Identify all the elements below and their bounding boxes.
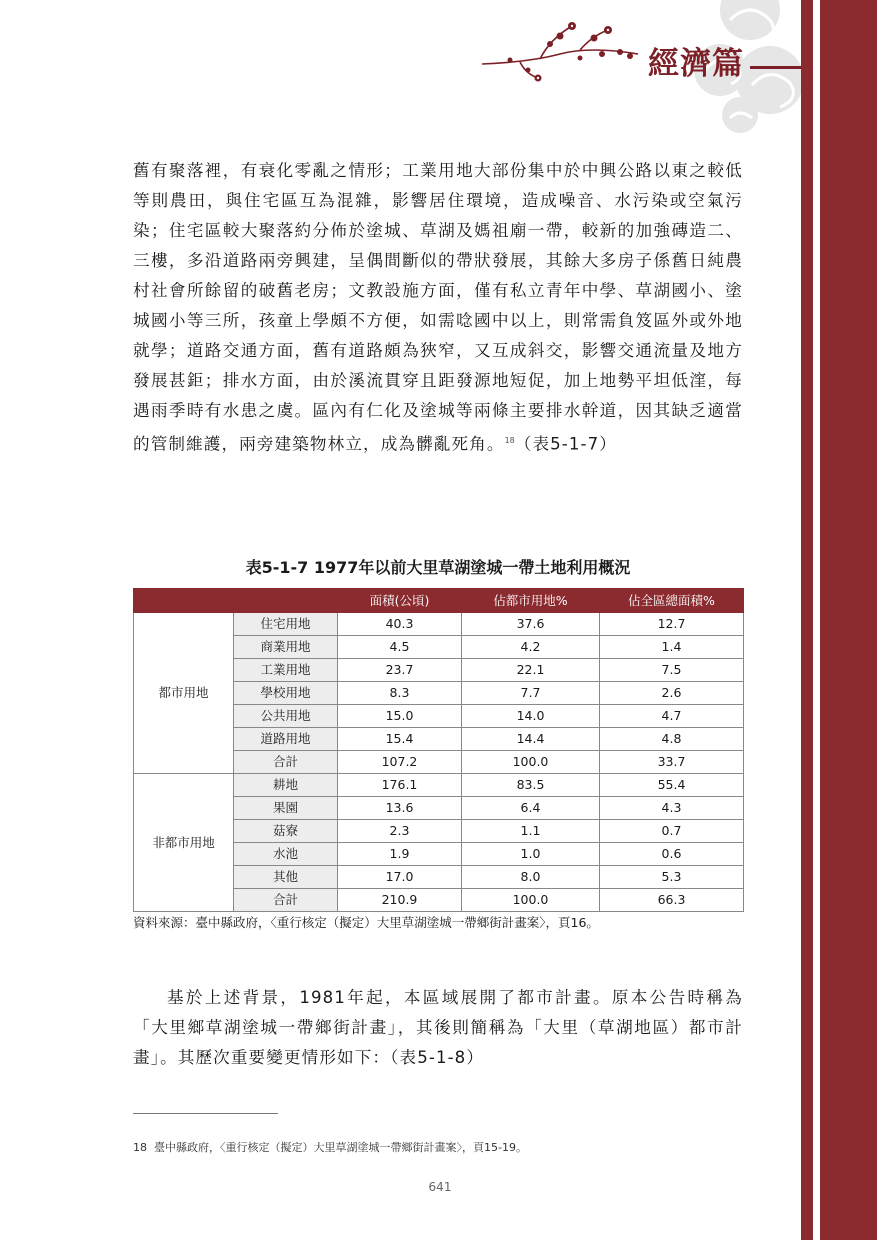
row-pct-total: 4.7 (600, 705, 744, 728)
row-pct-urban: 8.0 (462, 866, 600, 889)
footnote-text: 臺中縣政府，〈重行核定（擬定）大里草湖塗城一帶鄉街計畫案〉，頁15-19。 (154, 1141, 527, 1154)
table-row (134, 613, 744, 636)
header-group (134, 589, 234, 613)
row-item: 學校用地 (234, 682, 338, 705)
row-pct-total: 66.3 (600, 889, 744, 912)
row-item: 水池 (234, 843, 338, 866)
row-area: 176.1 (338, 774, 462, 797)
row-pct-total: 4.3 (600, 797, 744, 820)
header-area: 面積(公頃) (338, 589, 462, 613)
table-source: 資料來源：臺中縣政府，〈重行核定（擬定）大里草湖塗城一帶鄉街計畫案〉，頁16。 (133, 915, 599, 930)
paragraph-1-text: 舊有聚落裡，有衰化零亂之情形；工業用地大部份集中於中興公路以東之較低等則農田，與住宅區互為混雜，影響居住環境，造成噪音、水污染或空氣污染；住宅區較大聚落約分佈於塗城、草湖及媽祖廟一帶，較新的加強磚造二、三樓，多沿道路兩旁興建，呈偶間斷似的帶狀發展，其餘大多房子係舊日純農村社會所餘留的破舊老房；文教設施方面，僅有私立青年中學、草湖國小、塗城國小等三所，孩童上學頗不方便，如需唸國中以上，則常需負笈區外或外地就學；道路交通方面，舊有道路頗為狹窄，又互成斜交，影響交通流量及地方發展甚鉅；排水方面，由於溪流貫穿且距發源地短促，加上地勢平坦低漥，每遇雨季時有水患之虞。區內有仁化及塗城等兩條主要排水幹道，因其缺乏適當的管制維護，兩旁建築物林立，成為髒亂死角。 (133, 161, 743, 454)
row-area: 4.5 (338, 636, 462, 659)
row-pct-urban: 7.7 (462, 682, 600, 705)
land-use-table (133, 588, 744, 912)
row-pct-total: 5.3 (600, 866, 744, 889)
row-area: 15.4 (338, 728, 462, 751)
row-pct-urban: 83.5 (462, 774, 600, 797)
row-area: 2.3 (338, 820, 462, 843)
row-pct-urban: 4.2 (462, 636, 600, 659)
row-pct-urban: 100.0 (462, 751, 600, 774)
row-item: 商業用地 (234, 636, 338, 659)
row-pct-urban: 37.6 (462, 613, 600, 636)
footnote-number: 18 (133, 1141, 147, 1154)
group-label-non-urban: 非都市用地 (134, 774, 234, 912)
row-pct-total: 4.8 (600, 728, 744, 751)
row-pct-total: 55.4 (600, 774, 744, 797)
row-pct-total: 0.7 (600, 820, 744, 843)
paragraph-2: 基於上述背景，1981年起，本區域展開了都市計畫。原本公告時稱為「大里鄉草湖塗城一帶鄉街計畫」，其後則簡稱為「大里（草湖地區）都市計畫」。其歷次重要變更情形如下：（表5-1-8） (133, 988, 743, 1067)
row-area: 13.6 (338, 797, 462, 820)
footnote (133, 1140, 743, 1156)
row-item: 公共用地 (234, 705, 338, 728)
row-item: 住宅用地 (234, 613, 338, 636)
section-title: 經濟篇 (648, 46, 744, 82)
row-area: 23.7 (338, 659, 462, 682)
row-pct-total: 2.6 (600, 682, 744, 705)
row-pct-total: 1.4 (600, 636, 744, 659)
row-item: 果園 (234, 797, 338, 820)
title-underline (750, 66, 808, 69)
side-bar-wide (820, 0, 877, 1240)
row-item: 耕地 (234, 774, 338, 797)
row-pct-urban: 1.0 (462, 843, 600, 866)
header-pct-urban: 佔都市用地% (462, 589, 600, 613)
table-row (134, 774, 744, 797)
row-item: 其他 (234, 866, 338, 889)
paragraph-1-tail: （表5-1-7） (514, 434, 617, 454)
plum-blossom-branch-icon (480, 14, 640, 84)
page-number: 641 (428, 1180, 452, 1194)
table-header-row (134, 589, 744, 613)
header-pct-total: 佔全區總面積% (600, 589, 744, 613)
row-pct-urban: 14.0 (462, 705, 600, 728)
row-area: 17.0 (338, 866, 462, 889)
row-item: 合計 (234, 889, 338, 912)
side-bar-thin (801, 0, 813, 1240)
row-pct-total: 0.6 (600, 843, 744, 866)
table-title: 表5-1-7 1977年以前大里草湖塗城一帶土地利用概況 (245, 558, 631, 577)
group-label-urban: 都市用地 (134, 613, 234, 774)
row-area: 210.9 (338, 889, 462, 912)
row-area: 40.3 (338, 613, 462, 636)
row-item: 工業用地 (234, 659, 338, 682)
row-pct-urban: 22.1 (462, 659, 600, 682)
paragraph-1 (133, 156, 743, 460)
footnote-divider (133, 1113, 278, 1114)
row-pct-total: 7.5 (600, 659, 744, 682)
header-item (234, 589, 338, 613)
row-pct-urban: 14.4 (462, 728, 600, 751)
row-area: 15.0 (338, 705, 462, 728)
row-area: 1.9 (338, 843, 462, 866)
row-item: 合計 (234, 751, 338, 774)
row-item: 菇寮 (234, 820, 338, 843)
row-area: 107.2 (338, 751, 462, 774)
row-item: 道路用地 (234, 728, 338, 751)
row-pct-total: 33.7 (600, 751, 744, 774)
row-pct-urban: 1.1 (462, 820, 600, 843)
row-pct-urban: 100.0 (462, 889, 600, 912)
row-pct-urban: 6.4 (462, 797, 600, 820)
row-area: 8.3 (338, 682, 462, 705)
footnote-ref[interactable]: 18 (504, 436, 515, 445)
row-pct-total: 12.7 (600, 613, 744, 636)
